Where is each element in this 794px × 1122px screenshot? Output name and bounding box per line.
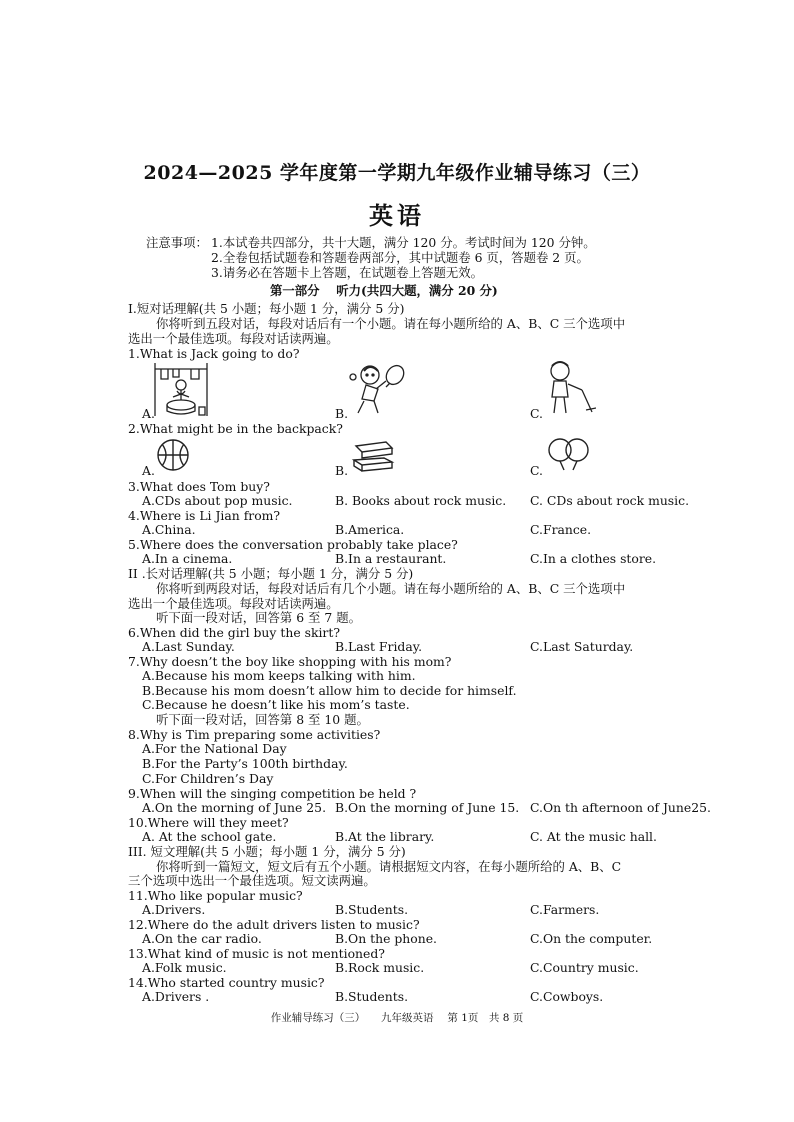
section-instruction: 三个选项中选出一个最佳选项。短文读两遍。: [128, 873, 376, 888]
section-instruction: 你将听到一篇短文，短文后有五个小题。请根据短文内容，在每小题所给的 A、B、C: [156, 859, 622, 874]
option-c[interactable]: C. CDs about rock music.: [530, 493, 690, 508]
option-a[interactable]: A.CDs about pop music.: [142, 493, 293, 508]
option-b[interactable]: B.For the Party’s 100th birthday.: [142, 756, 348, 771]
subject-title: 英语: [369, 201, 425, 230]
option-a[interactable]: A.On the car radio.: [142, 931, 262, 946]
section-instruction: 你将听到两段对话，每段对话后有几个小题。请在每小题所给的 A、B、C 三个选项中: [156, 581, 626, 596]
question-10: 10.Where will they meet?: [128, 815, 289, 830]
exam-title: 2024—2025 学年度第一学期九年级作业辅导练习（三）: [143, 162, 651, 184]
basketball-icon: [156, 438, 190, 472]
option-a[interactable]: A.Last Sunday.: [142, 639, 235, 654]
question-12: 12.Where do the adult drivers listen to music?: [128, 917, 420, 932]
option-a[interactable]: A.Drivers.: [142, 902, 206, 917]
question-8: 8.Why is Tim preparing some activities?: [128, 727, 381, 742]
option-a[interactable]: A.: [142, 406, 155, 421]
question-5: 5.Where does the conversation probably take place?: [128, 537, 458, 552]
question-11: 11.Who like popular music?: [128, 888, 303, 903]
option-c[interactable]: C.On th afternoon of June25.: [530, 800, 711, 815]
option-b[interactable]: B.Students.: [335, 989, 409, 1004]
question-13: 13.What kind of music is not mentioned?: [128, 946, 385, 961]
note-item: 2.全卷包括试题卷和答题卷两部分，其中试题卷 6 页，答题卷 2 页。: [211, 250, 589, 265]
section-heading: I.短对话理解(共 5 小题；每小题 1 分，满分 5 分): [128, 301, 405, 316]
listening-instruction: 听下面一段对话，回答第 8 至 10 题。: [156, 712, 369, 727]
question-9: 9.When will the singing competition be held ?: [128, 786, 417, 801]
option-c[interactable]: C. At the music hall.: [530, 829, 657, 844]
part-heading: 第一部分 听力(共四大题，满分 20 分): [270, 283, 498, 298]
tennis-player-icon: [348, 361, 410, 417]
listening-instruction: 听下面一段对话，回答第 6 至 7 题。: [156, 610, 361, 625]
option-a[interactable]: A.Because his mom keeps talking with him.: [142, 668, 416, 683]
option-b[interactable]: B. Books about rock music.: [335, 493, 507, 508]
option-a[interactable]: A.On the morning of June 25.: [142, 800, 327, 815]
question-7: 7.Why doesn’t the boy like shopping with his mom?: [128, 654, 452, 669]
question-3: 3.What does Tom buy?: [128, 479, 270, 494]
question-2: 2.What might be in the backpack?: [128, 421, 343, 436]
sweeping-boy-icon: [540, 360, 596, 418]
option-b[interactable]: B.On the phone.: [335, 931, 437, 946]
option-c[interactable]: C.: [530, 406, 543, 421]
option-b[interactable]: B.Last Friday.: [335, 639, 423, 654]
option-c[interactable]: C.On the computer.: [530, 931, 653, 946]
books-icon: [350, 440, 396, 474]
option-c[interactable]: C.In a clothes store.: [530, 551, 657, 566]
option-a[interactable]: A.Drivers .: [142, 989, 210, 1004]
option-b[interactable]: B.At the library.: [335, 829, 435, 844]
option-b[interactable]: B.America.: [335, 522, 405, 537]
note-item: 1.本试卷共四部分，共十大题，满分 120 分。考试时间为 120 分钟。: [211, 235, 596, 250]
option-c[interactable]: C.Cowboys.: [530, 989, 604, 1004]
question-14: 14.Who started country music?: [128, 975, 325, 990]
option-a[interactable]: A.: [142, 463, 155, 478]
option-a[interactable]: A.China.: [142, 522, 196, 537]
section-instruction: 选出一个最佳选项。每段对话读两遍。: [128, 331, 339, 346]
section-heading: III. 短文理解(共 5 小题；每小题 1 分，满分 5 分): [128, 844, 406, 859]
option-b[interactable]: B.Rock music.: [335, 960, 425, 975]
option-c[interactable]: C.Last Saturday.: [530, 639, 634, 654]
option-a[interactable]: A.In a cinema.: [142, 551, 233, 566]
question-6: 6.When did the girl buy the skirt?: [128, 625, 340, 640]
option-b[interactable]: B.Because his mom doesn’t allow him to decide for himself.: [142, 683, 517, 698]
option-c[interactable]: C.Country music.: [530, 960, 639, 975]
page-footer: 作业辅导练习（三） 九年级英语 第 1页 共 8 页: [270, 1012, 524, 1024]
option-b[interactable]: B.: [335, 463, 349, 478]
section-heading: II .长对话理解(共 5 小题；每小题 1 分，满分 5 分): [128, 566, 414, 581]
option-c[interactable]: C.Because he doesn’t like his mom’s taste.: [142, 697, 410, 712]
question-4: 4.Where is Li Jian from?: [128, 508, 281, 523]
section-instruction: 选出一个最佳选项。每段对话读两遍。: [128, 596, 339, 611]
option-b[interactable]: B.In a restaurant.: [335, 551, 447, 566]
option-c[interactable]: C.For Children’s Day: [142, 771, 274, 786]
option-b[interactable]: B.On the morning of June 15.: [335, 800, 520, 815]
option-c[interactable]: C.France.: [530, 522, 592, 537]
notes-label: 注意事项：: [146, 235, 208, 250]
ping-pong-paddles-icon: [546, 436, 592, 472]
question-1: 1.What is Jack going to do?: [128, 346, 300, 361]
option-b[interactable]: B.Students.: [335, 902, 409, 917]
option-c[interactable]: C.Farmers.: [530, 902, 600, 917]
section-instruction: 你将听到五段对话，每段对话后有一个小题。请在每小题所给的 A、B、C 三个选项中: [156, 316, 626, 331]
option-a[interactable]: A. At the school gate.: [142, 829, 277, 844]
washing-clothes-icon: [151, 361, 211, 419]
note-item: 3.请务必在答题卡上答题，在试题卷上答题无效。: [211, 265, 484, 280]
option-a[interactable]: A.For the National Day: [142, 741, 287, 756]
option-c[interactable]: C.: [530, 463, 543, 478]
option-b[interactable]: B.: [335, 406, 349, 421]
option-a[interactable]: A.Folk music.: [142, 960, 227, 975]
